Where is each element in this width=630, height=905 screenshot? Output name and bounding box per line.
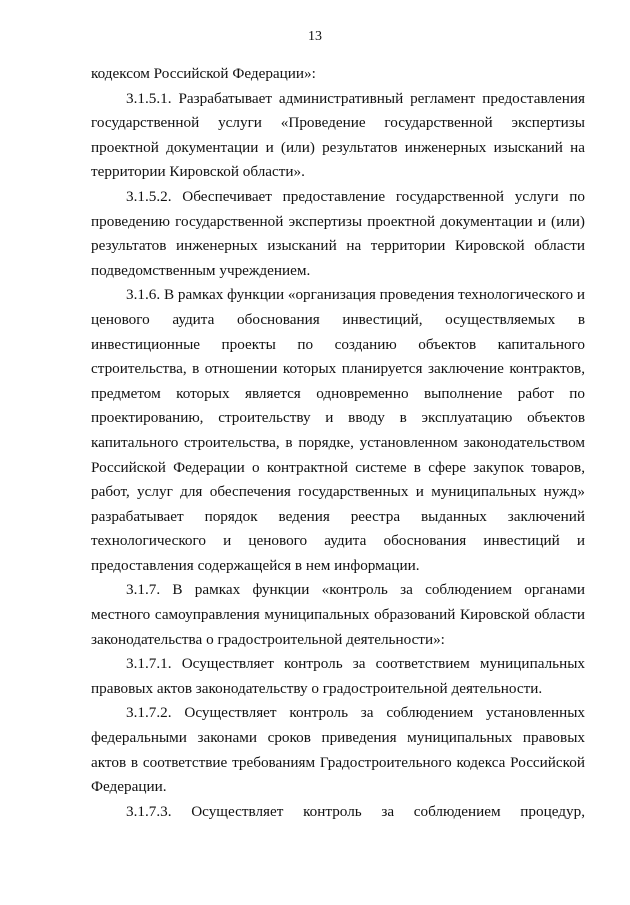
paragraph-3-1-5-2: 3.1.5.2. Обеспечивает предоставление государственной услуги по проведению государственной экспертизы проектной документации и (или) результатов инженерных изысканий на территории Кировской области подведомственным учреждением. xyxy=(91,187,585,279)
document-body xyxy=(91,62,585,824)
paragraph-3-1-7-1: 3.1.7.1. Осуществляет контроль за соответствием муниципальных правовых актов законодательству о градостроительной деятельности. xyxy=(91,655,585,697)
paragraph-3-1-7-2: 3.1.7.2. Осуществляет контроль за соблюдением установленных федеральными законами сроков приведения муниципальных правовых актов в соответствие требованиям Градостроительного кодекса Российской Федерации. xyxy=(91,704,585,796)
page-number: 13 xyxy=(308,29,322,44)
paragraph-3-1-7-3: 3.1.7.3. Осуществляет контроль за соблюдением процедур, xyxy=(126,802,585,820)
paragraph-continuation: кодексом Российской Федерации»: xyxy=(91,65,316,82)
paragraph-3-1-6: 3.1.6. В рамках функции «организация проведения технологического и ценового аудита обоснования инвестиций, осуществляемых в инвестиционные проекты по созданию объектов капитального строительства, в отношении которых планируется заключение контрактов, предметом которых является одновременно выполнение работ по проектированию, строительству и вводу в эксплуатацию объектов капитального строительства, в порядке, установленном законодательством Российской Федерации о контрактной системе в сфере закупок товаров, работ, услуг для обеспечения государственных и муниципальных нужд» разрабатывает порядок ведения реестра выданных заключений технологического и ценового аудита обоснования инвестиций и предоставления содержащейся в нем информации. xyxy=(91,286,585,574)
paragraph-3-1-5-1: 3.1.5.1. Разрабатывает административный регламент предоставления государственной услуги «Проведение государственной экспертизы проектной документации и (или) результатов инженерных изысканий на территории Кировской области». xyxy=(91,89,585,181)
paragraph-3-1-7: 3.1.7. В рамках функции «контроль за соблюдением органами местного самоуправления муниципальных образований Кировской области законодательства о градостроительной деятельности»: xyxy=(91,581,585,648)
